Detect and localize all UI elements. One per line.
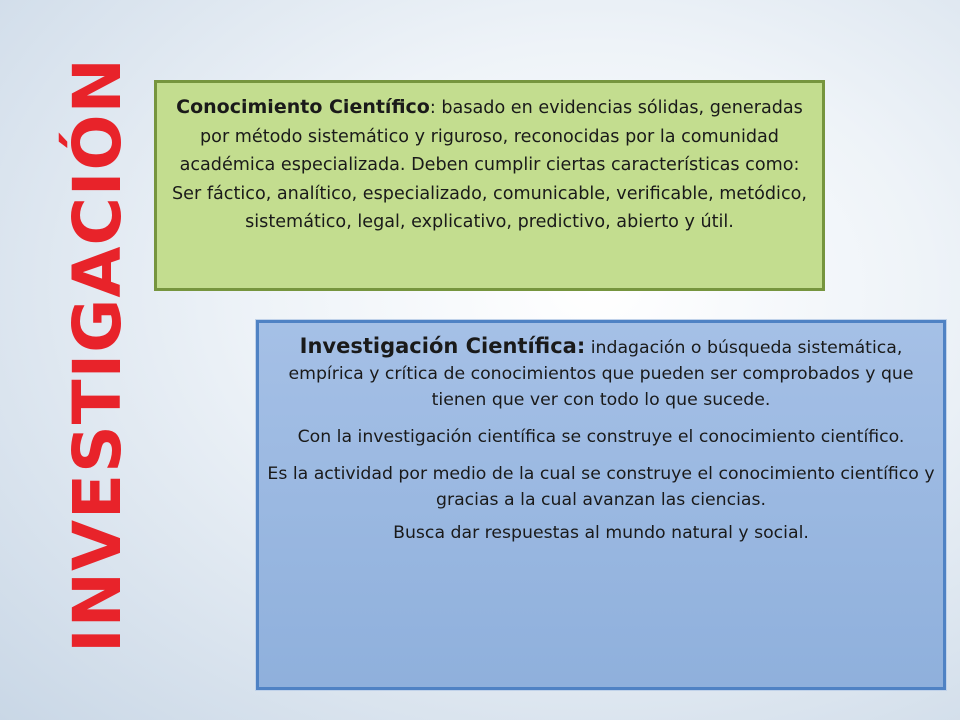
knowledge-paragraph xyxy=(167,93,812,237)
research-paragraph-1 xyxy=(267,333,935,414)
side-title: INVESTIGACIÓN xyxy=(59,57,136,653)
knowledge-text: : basado en evidencias sólidas, generadas por método sistemático y riguroso, reconocidas por la comunidad académica especializada. Deben cumplir ciertas características como: Ser fáctico, analítico, especializado, comunicable, verificable, metódico, sistemático, legal, explicativo, predictivo, abierto y útil. xyxy=(172,98,807,233)
research-paragraph-2: Con la investigación científica se construye el conocimiento científico. xyxy=(297,426,905,447)
research-box xyxy=(256,320,946,690)
research-heading: Investigación Científica: xyxy=(299,334,586,358)
knowledge-box xyxy=(154,80,825,291)
knowledge-heading: Conocimiento Científico xyxy=(176,96,430,118)
research-paragraph-3: Es la actividad por medio de la cual se construye el conocimiento científico y gracias a la cual avanzan las ciencias. xyxy=(267,463,935,510)
research-paragraph-4: Busca dar respuestas al mundo natural y social. xyxy=(393,523,809,544)
research-text: indagación o búsqueda sistemática, empírica y crítica de conocimientos que pueden ser comprobados y que tienen que ver con todo lo que sucede. xyxy=(288,338,914,411)
